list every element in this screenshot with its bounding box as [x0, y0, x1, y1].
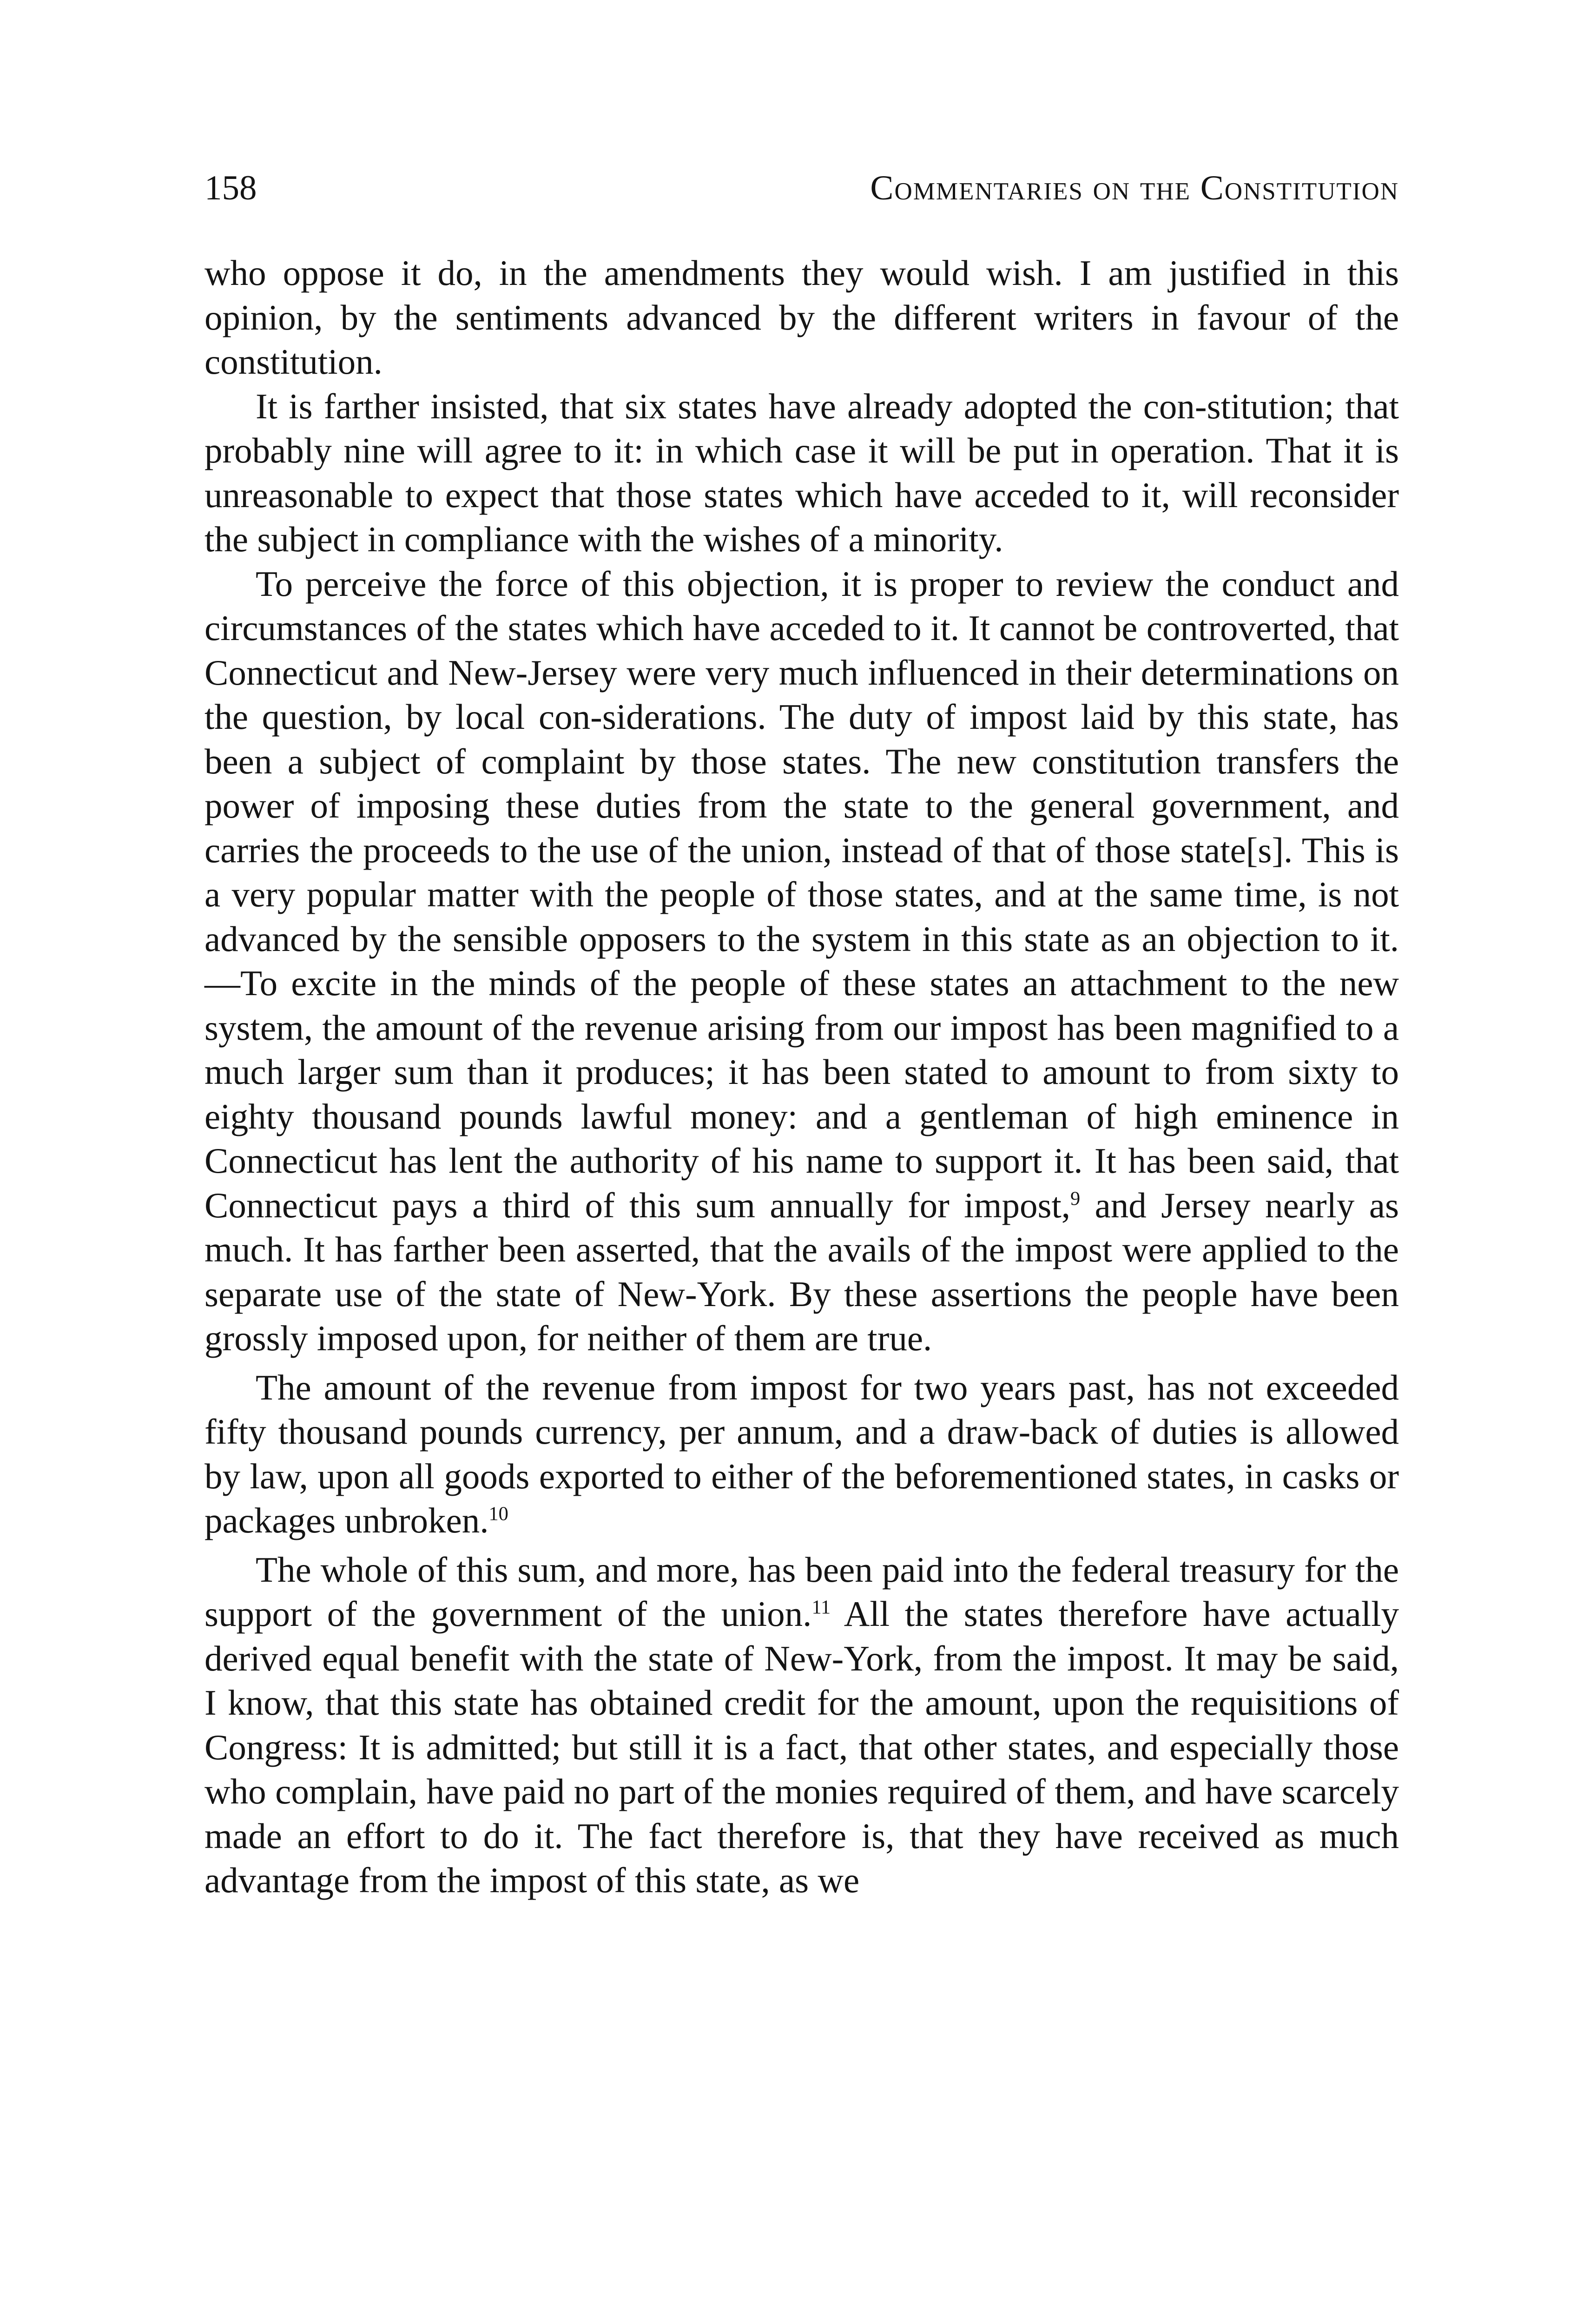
paragraph-continuation — [204, 251, 1399, 384]
paragraph-text: It is farther insisted, that six states have already adopted the con-stitution; that probably nine will agree to it: in which case it will be put in operation. That it is unreasonable to expect that those states which have acceded to it, will reconsider the subject in compliance with the wishes of a minority. — [204, 386, 1399, 559]
paragraph-text: The amount of the revenue from impost for two years past, has not exceeded fifty thousand pounds currency, per annum, and a draw-back of duties is allowed by law, upon all goods exported to either of the beforementioned states, in casks or packages unbroken. — [204, 1367, 1399, 1540]
paragraph-text: The whole of this sum, and more, has been paid into the federal treasury for the support of the government of the union. — [204, 1549, 1399, 1634]
footnote-reference: 10 — [488, 1503, 508, 1525]
page-number: 158 — [204, 169, 257, 207]
paragraph — [204, 562, 1399, 1361]
paragraph-text: who oppose it do, in the amendments they would wish. I am justified in this opinion, by the sentiments advanced by the different writers in favour of the constitution. — [204, 253, 1399, 382]
paragraph-text: To perceive the force of this objection, it is proper to review the conduct and circumstances of the states which have acceded to it. It cannot be controverted, that Connecticut and New-Jersey were very much influenced in their determinations on the question, by local con-siderations. The duty of impost laid by this state, has been a subject of complaint by those states. The new constitution transfers the power of imposing these duties from the state to the general government, and carries the proceeds to the use of the union, instead of that of those state[s]. This is a very popular matter with the people of those states, and at the same time, is not advanced by the sensible opposers to the system in this state as an objection to it.—To excite in the minds of the people of these states an attachment to the new system, the amount of the revenue arising from our impost has been magnified to a much larger sum than it produces; it has been stated to amount to from sixty to eighty thousand pounds lawful money: and a gentleman of high eminence in Connecticut has lent the authority of his name to support it. It has been said, that Connecticut pays a third of this sum annually for impost, — [204, 563, 1399, 1225]
paragraph — [204, 1548, 1399, 1903]
body-text — [204, 251, 1399, 1903]
footnote-reference: 9 — [1070, 1187, 1081, 1209]
paragraph-text: and Jersey nearly as much. It has farther been asserted, that the avails of the impost were applied to the separate use of the state of New-York. By these assertions the people have been grossly imposed upon, for neither of them are true. — [204, 1185, 1399, 1358]
paragraph-text: All the states therefore have actually derived equal benefit with the state of New-York, from the impost. It may be said, I know, that this state has obtained credit for the amount, upon the requisitions of Congress: It is admitted; but still it is a fact, that other states, and especially those who complain, have paid no part of the monies required of them, and have scarcely made an effort to do it. The fact therefore is, that they have received as much advantage from the impost of this state, as we — [204, 1594, 1399, 1900]
paragraph — [204, 1366, 1399, 1543]
paragraph — [204, 384, 1399, 562]
running-head — [204, 165, 1399, 211]
running-title: Commentaries on the Constitution — [870, 169, 1399, 207]
footnote-reference: 11 — [811, 1596, 831, 1618]
